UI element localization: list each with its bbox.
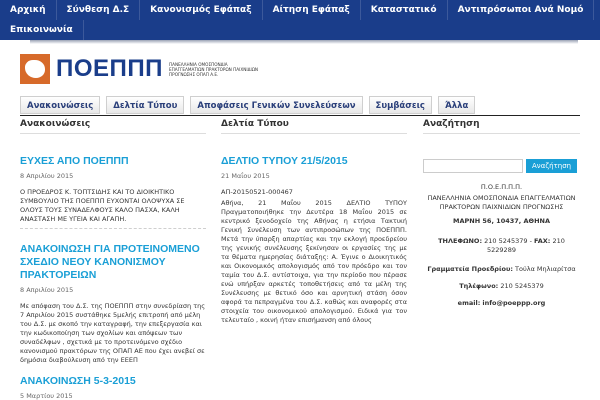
- org-short-name: Π.Ο.Ε.Π.Π.Π.: [480, 183, 523, 191]
- press-releases-column: [221, 119, 407, 325]
- nav-item-statute[interactable]: Καταστατικό: [361, 0, 448, 20]
- nav-shadow-divider: [30, 40, 578, 44]
- top-nav-row-1: [0, 0, 594, 20]
- post-title-link[interactable]: ΑΝΑΚΟΙΝΩΣΗ ΓΙΑ ΠΡΟΤΕΙΝΟΜΕΝΟ ΣΧΕΔΙΟ ΝΕΟΥ ΚΑΝΟΝΙΣΜΟΥ ΠΡΑΚΤΟΡΕΙΩΝ: [20, 243, 200, 281]
- logo-subtitle: ΠΑΝΕΛΛΗΝΙΑ ΟΜΟΣΠΟΝΔΙΑ ΕΠΑΓΓΕΛΜΑΤΙΩΝ ΠΡΑΚΤΟΡΩΝ ΠΑΙΧΝΙΔΙΩΝ ΠΡΟΓΝΩΣΗΣ ΟΠΑΠ Α.Ε.: [169, 61, 259, 77]
- press-releases-heading: Δελτία Τύπου: [221, 119, 407, 134]
- greece-map-icon: [20, 54, 50, 84]
- nav-item-lump-sum-regulation[interactable]: Κανονισμός Εφάπαξ: [140, 0, 262, 20]
- post-separator: [20, 228, 206, 229]
- search-input[interactable]: [423, 159, 523, 173]
- tab-general-assembly-decisions[interactable]: Αποφάσεις Γενικών Συνελεύσεων: [190, 96, 362, 114]
- post-title-link[interactable]: ΕΥΧΕΣ ΑΠΟ ΠΟΕΠΠΠ: [20, 155, 129, 167]
- top-nav-row-2: [0, 20, 84, 40]
- secretariat-value: Τούλα Μηλιαρίτσα: [515, 265, 576, 273]
- email-line: [423, 299, 580, 308]
- nav-item-board-composition[interactable]: Σύνθεση Δ.Σ: [57, 0, 141, 20]
- secretariat-line: [423, 265, 580, 274]
- nav-item-lump-sum-application[interactable]: Αίτηση Εφάπαξ: [263, 0, 361, 20]
- post-date: 5 Μαρτίου 2015: [20, 392, 73, 400]
- org-full-name: ΠΑΝΕΛΛΗΝΙΑ ΟΜΟΣΠΟΝΔΙΑ ΕΠΑΓΓΕΛΜΑΤΙΩΝ ΠΡΑΚΤΟΡΩΝ ΠΑΙΧΝΙΔΙΩΝ ΠΡΟΓΝΩΣΗΣ: [427, 194, 576, 211]
- logo-title: ΠΟΕΠΠΠ: [56, 55, 164, 82]
- post-date: 8 Απριλίου 2015: [20, 172, 74, 180]
- fax-label: FAX:: [534, 237, 551, 245]
- nav-item-contact[interactable]: Επικοινωνία: [0, 20, 84, 40]
- search-form: [423, 159, 580, 173]
- tab-announcements[interactable]: Ανακοινώσεις: [20, 96, 100, 114]
- nav-item-representatives[interactable]: Αντιπρόσωποι Ανά Νομό: [448, 0, 595, 20]
- category-tabs: [20, 96, 481, 114]
- section-divider: [20, 115, 580, 116]
- tel-line: [423, 282, 580, 291]
- sidebar: [423, 119, 580, 308]
- email-label: email:: [457, 299, 481, 307]
- nav-item-home[interactable]: Αρχική: [0, 0, 57, 20]
- search-heading: Αναζήτηση: [423, 119, 580, 134]
- site-logo[interactable]: [20, 52, 264, 86]
- press-release-ref: ΑΠ-20150521-000467: [221, 188, 293, 196]
- press-release-title-link[interactable]: ΔΕΛΤΙΟ ΤΥΠΟΥ 21/5/2015: [221, 155, 348, 167]
- post-title-link[interactable]: ΑΝΑΚΟΙΝΩΣΗ 5-3-2015: [20, 375, 136, 387]
- press-release-excerpt: Αθήνα, 21 Μαΐου 2015 ΔΕΛΤΙΟ ΤΥΠΟΥ Πραγματοποιήθηκε την Δευτέρα 18 Μαΐου 2015 σε κεντρικό ξενοδοχείο της Αθήνας η ετήσια Τακτική Γενική Συνέλευση των αντιπροσώπων της ΠΟΕΠΠΠ. Μετά την ύπαρξη απαρτίας και την εκλογή προεδρείου της γενικής συνέλευσης ξεκίνησαν οι εργασίες της με τα θέματα ημερησίας διάταξης: Α. Έγινε ο Διοικητικός και Οικονομικός απολογισμός από τον πρόεδρο και τον ταμία του Δ.Σ. αντίστοιχα, για την περίοδο που πέρασε ενώ υπήρξαν αρκετές τοποθετήσεις από τα μέλη της Συνέλευσης με θετικό όσο και αρνητική στάση όσον αφορά τα πεπραγμένα του Δ.Σ. καθώς και αναφορές στα στοιχεία του οικονομικού απολογισμού. Ειδικά για τον τελευταίο , κοινή ήταν επισήμανση από όλους: [221, 199, 407, 324]
- email-link[interactable]: info@poeppp.org: [482, 299, 546, 307]
- secretariat-label: Γραμματεία Προεδρίου:: [427, 265, 513, 273]
- announcements-column: [20, 119, 206, 400]
- contact-info: [423, 183, 580, 308]
- tel-value: 210 5245379: [500, 282, 544, 290]
- address: ΜΑΡΝΗ 56, 10437, ΑΘΗΝΑ: [453, 217, 550, 225]
- post-excerpt: Ο ΠΡΟΕΔΡΟΣ Κ. ΤΟΠΤΣΙΔΗΣ ΚΑΙ ΤΟ ΔΙΟΙΚΗΤΙΚΟ ΣΥΜΒΟΥΛΙΟ ΤΗΣ ΠΟΕΠΠΠ ΕΥΧΟΝΤΑΙ ΟΛΟΨΥΧΑ ΣΕ ΟΛΟΥΣ ΤΟΥΣ ΣΥΝΑΔΕΛΦΟΥΣ ΚΑΛΟ ΠΑΣΧΑ, ΚΑΛΗ ΑΝΑΣΤΑΣΗ ΜΕ ΥΓΕΙΑ ΚΑΙ ΑΓΑΠΗ.: [20, 188, 185, 223]
- phone-label: ΤΗΛΕΦΩΝΟ:: [438, 237, 483, 245]
- search-button[interactable]: Αναζήτηση: [526, 159, 577, 173]
- announcements-heading: Ανακοινώσεις: [20, 119, 206, 134]
- tel-label: Τηλέφωνο:: [459, 282, 499, 290]
- fax-value: 210 5229289: [487, 237, 565, 254]
- phone-line: ΤΗΛΕΦΩΝΟ: 210 5245379 - FAX: 210 5229289: [438, 237, 565, 254]
- tab-contracts[interactable]: Συμβάσεις: [369, 96, 432, 114]
- post-date: 8 Απριλίου 2015: [20, 286, 74, 294]
- top-navigation: [0, 0, 600, 40]
- post-date: 21 Μαΐου 2015: [221, 172, 270, 180]
- tab-other[interactable]: Άλλα: [438, 96, 475, 114]
- tab-press-releases[interactable]: Δελτία Τύπου: [106, 96, 184, 114]
- phone-value: 210 5245379: [484, 237, 528, 245]
- post-excerpt: Με απόφαση του Δ.Σ. της ΠΟΕΠΠΠ στην συνεδρίαση της 7 Απριλίου 2015 συστάθηκε 5μελής επιτροπή από μέλη του Δ.Σ. με σκοπό την καταγραφή, την επεξεργασία και την κωδικοποίηση των σχολίων και απόψεων των συναδέλφων , σχετικά με το προτεινόμενο σχέδιο κανονισμού πρακτόρων της ΟΠΑΠ ΑΕ που έχει ανεβεί σε δημόσια διαβούλευση από την ΕΕΕΠ: [20, 302, 206, 364]
